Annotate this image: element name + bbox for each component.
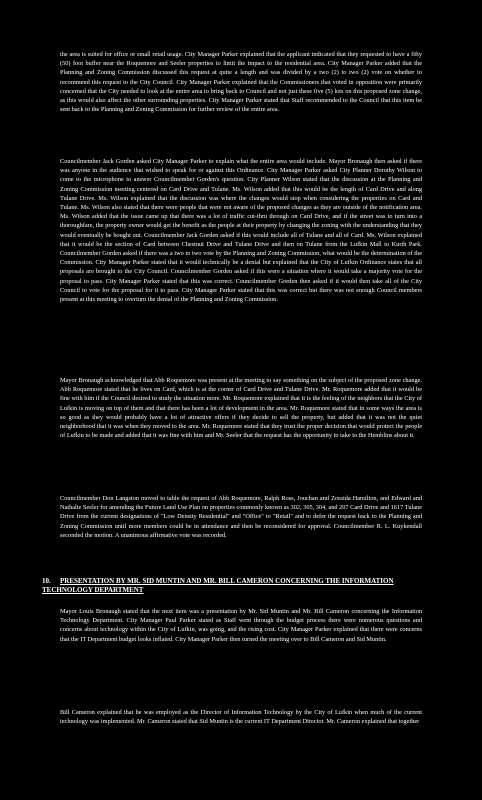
section-title: PRESENTATION BY MR. SID MUNTIN AND MR. BILL CAMERON CONCERNING THE INFORMATION TECHNOLOGY DEPARTMENT	[42, 577, 394, 595]
paragraph-cameron-explanation: Bill Cameron explained that he was employed as the Director of Information Technology by the City of Lufkin when much of the current technology was implemented. Mr. Cameron stated that Sid Muntin is the current IT Department Director. Mr. Cameron explained that together	[60, 709, 422, 726]
paragraph-council-questions: Councilmember Jack Gorden asked City Manager Parker to explain what the entire area would include. Mayor Bronaugh then asked if there was anyone in the audience that wished to speak for or against this Ordinance. City Manager Parker asked City Planner Dorothy Wilson to come to the microphone to answer Councilmember Gorden's question. City Planner Wilson stated that the discussion at the Planning and Zoning Commission meeting centered on Card Drive and Tulane. Ms. Wilson added that this would be the length of Card Drive and along Tulane Drive. Ms. Wilson explained that the discussion was where the changes would stop when considering the properties on Card and Tulane. Ms. Wilson also stated that there were people that were not aware of the proposed changes as they are outside of the notification area. Ms. Wilson added that the issue came up that there was a lot of traffic cut-thru through on Card Drive, and if the street was to turn into a thoroughfare, the property owner would get the benefit as the people at their property by changing the zoning with the understanding that they would eventually be bought out. Councilmember Jack Gorden asked if this would include all of Tulane and all of Card. Ms. Wilson explained that it would be the section of Card between Chestnut Drive and Tulane Drive and then on Tulane from the Lufkin Mall to Kurth Park. Councilmember Gorden asked if there was a two to two vote by the Planning and Zoning Commission, what would be the determination of the Commission. City Manager Parker stated that it would technically be a denial but explained that the City of Lufkin Ordinance states that all proposals are brought to the City Council. Councilmember Gorden asked if this were a situation where it would take a majority vote for the proposal to pass. City Manager Parker stated that this was correct. Councilmember Gorden then asked if it would then take all of the City Council to vote for the proposal for it to pass. City Manager Parker stated that this was correct but there was not enough Council members present at this meeting to overturn the denial of the Planning and Zoning Commission.	[60, 158, 422, 304]
paragraph-presentation-intro: Mayor Louis Bronaugh stated that the next item was a presentation by Mr. Sid Muntin and Mr. Bill Cameron concerning the Information Technology Department. City Manager Paul Parker stated as Staff went through the budget process there were numerous questions and concerns about technology within the City of Lufkin, was going, and the rising cost. City Manager Parker explained that there were concerns that the IT Department budget looks inflated. City Manager Parker then turned the meeting over to Bill Cameron and Sid Muntin.	[60, 608, 422, 643]
section-heading	[42, 577, 442, 595]
section-number: 10.	[42, 577, 51, 585]
paragraph-motion-to-table: Councilmember Don Langston moved to table the request of Abb Roquemore, Ralph Ross, Jouchan and Zoraida Hamilton, and Edward and Nathalie Seeler for amending the Future Land Use Plan on properties commonly known as 302, 305, 304, and 207 Card Drive and 1617 Tulane Drive from the current designations of "Low Density Residential" and "Office" to "Retail" and to defer the request back to the Planning and Zoning Commission until more members could be in attendance and then be reconsidered for approval. Councilmember R. L. Kuykendall seconded the motion. A unanimous affirmative vote was recorded.	[60, 495, 422, 539]
paragraph-roquemore-statement: Mayor Bronaugh acknowledged that Abb Roquemore was present at the meeting to say something on the subject of the proposed zone change. Abb Roquemore stated that he lives on Card, which is at the corner of Card Drive and Tulane Drive. Mr. Roquemore added that it would be fine with him if the Council desired to study the situation more. Mr. Roquemore explained that it is the feeling of the neighbors that the City of Lufkin is moving on top of them and that there has been a lot of development in the area. Mr. Roquemore stated that in some ways the area is so good as they would probably have a lot of attractive offers if they decide to sell the property, but added that it was not the quiet neighborhood that it was when they moved to the area. Mr. Roquemore stated that they trust the proper decision that would protect the people of Lufkin to be made and added that it was fine with him and Mr. Seeler that the request has the opportunity to take to the Hemblins about it.	[60, 377, 422, 440]
paragraph-zoning-discussion: the area is suited for office or small retail usage. City Manager Parker explained that the applicant indicated that they requested to have a fifty (50) foot buffer near the Roquemore and Seeler properties to limit the impact to the residential area. City Manager Parker added that the Planning and Zoning Commission discussed this request at quite a length and was divided by a two (2) to two (2) vote on whether to recommend this request to the City Council. City Manager Parker explained that the Commissioners that voted in opposition were primarily concerned that the City needed to look at the entire area to bring back to Council and not just these five (5) lots on this proposed zone change, as this would also affect the other surrounding properties. City Manager Parker stated that Staff recommended to the Council that this item be sent back to the Planning and Zoning Commission for further review of the entire area.	[60, 51, 422, 114]
